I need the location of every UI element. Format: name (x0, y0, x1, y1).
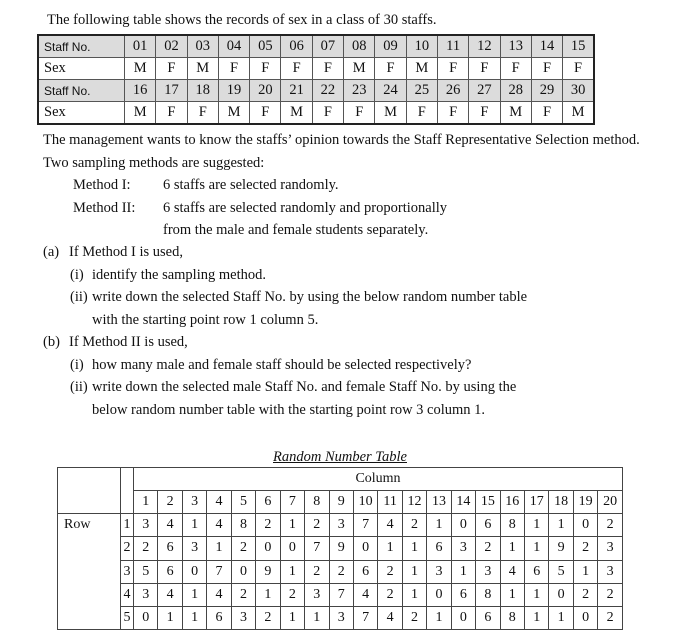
random-digit-cell: 4 (353, 583, 377, 606)
intro-text: The following table shows the records of sex in a class of 30 staffs. (47, 12, 437, 28)
random-digit-cell: 1 (525, 606, 549, 629)
part-a-i-text: identify the sampling method. (92, 267, 266, 283)
random-digit-cell: 6 (353, 560, 377, 583)
random-digit-cell: 1 (451, 560, 475, 583)
column-number: 17 (525, 491, 549, 514)
random-digit-cell: 7 (207, 560, 231, 583)
random-digit-cell: 7 (353, 514, 377, 537)
random-digit-cell: 2 (305, 560, 329, 583)
random-digit-cell: 7 (353, 606, 377, 629)
staff-sex-table (37, 34, 595, 125)
random-digit-cell: 1 (525, 537, 549, 560)
random-digit-cell: 4 (378, 606, 402, 629)
staff-no-cell: 13 (500, 35, 531, 58)
random-digit-cell: 5 (549, 560, 573, 583)
method-2-text-2: from the male and female students separately. (163, 222, 429, 238)
column-number: 20 (598, 491, 623, 514)
random-table-column-numbers (58, 491, 623, 514)
random-digit-cell: 9 (256, 560, 280, 583)
staff-no-cell: 07 (312, 35, 343, 58)
sex-cell: F (375, 58, 406, 80)
random-digit-cell: 1 (207, 537, 231, 560)
random-digit-cell: 4 (378, 514, 402, 537)
method-2-label: Method II: (73, 200, 136, 216)
staff-no-cell: 11 (437, 35, 468, 58)
column-number: 14 (451, 491, 475, 514)
random-digit-cell: 8 (231, 514, 255, 537)
random-table-row (58, 537, 623, 560)
column-number: 12 (402, 491, 426, 514)
random-digit-cell: 1 (182, 583, 206, 606)
sex-cell: M (406, 58, 437, 80)
sex-cell: M (344, 58, 375, 80)
staff-no-cell: 09 (375, 35, 406, 58)
staff-no-cell: 26 (437, 80, 468, 102)
staff-no-cell: 27 (469, 80, 500, 102)
random-digit-cell: 1 (280, 606, 304, 629)
random-digit-cell: 3 (329, 606, 353, 629)
staff-no-cell: 12 (469, 35, 500, 58)
random-table-row (58, 583, 623, 606)
staff-no-cell: 05 (250, 35, 281, 58)
random-table-row (58, 514, 623, 537)
random-digit-cell: 1 (549, 606, 573, 629)
random-digit-cell: 0 (231, 560, 255, 583)
staff-no-cell: 20 (250, 80, 281, 102)
method-1-text: 6 staffs are selected randomly. (163, 177, 339, 193)
random-digit-cell: 3 (134, 583, 158, 606)
part-b-i-text: how many male and female staff should be selected respectively? (92, 357, 472, 373)
sex-cell: M (375, 102, 406, 125)
random-digit-cell: 2 (280, 583, 304, 606)
column-header: Column (134, 468, 623, 491)
staff-no-cell: 18 (187, 80, 218, 102)
sex-row-2 (38, 102, 594, 125)
random-digit-cell: 3 (427, 560, 451, 583)
random-digit-cell: 2 (402, 606, 426, 629)
column-number: 13 (427, 491, 451, 514)
random-table-row (58, 606, 623, 629)
random-digit-cell: 3 (451, 537, 475, 560)
random-digit-cell: 2 (476, 537, 500, 560)
random-digit-cell: 2 (256, 606, 280, 629)
sex-cell: M (218, 102, 249, 125)
sex-cell: F (281, 58, 312, 80)
staff-no-cell: 01 (125, 35, 156, 58)
random-digit-cell: 2 (402, 514, 426, 537)
staff-no-cell: 02 (156, 35, 187, 58)
random-digit-cell: 7 (305, 537, 329, 560)
random-digit-cell: 1 (427, 606, 451, 629)
random-digit-cell: 1 (280, 560, 304, 583)
staff-no-cell: 30 (563, 80, 594, 102)
random-digit-cell: 4 (500, 560, 524, 583)
staff-no-cell: 28 (500, 80, 531, 102)
random-digit-cell: 0 (451, 606, 475, 629)
random-digit-cell: 1 (500, 583, 524, 606)
staff-no-row-2 (38, 80, 594, 102)
column-number: 3 (182, 491, 206, 514)
random-digit-cell: 0 (451, 514, 475, 537)
random-digit-cell: 4 (158, 514, 182, 537)
part-b-label: (b) (43, 334, 60, 350)
random-digit-cell: 2 (231, 537, 255, 560)
random-digit-cell: 1 (305, 606, 329, 629)
random-digit-cell: 9 (549, 537, 573, 560)
sex-cell: F (469, 102, 500, 125)
part-a-ii-label: (ii) (70, 289, 88, 305)
random-table-title: Random Number Table (273, 449, 407, 465)
random-digit-cell: 2 (573, 537, 597, 560)
random-digit-cell: 1 (378, 537, 402, 560)
column-number: 1 (134, 491, 158, 514)
column-number: 18 (549, 491, 573, 514)
staff-no-cell: 17 (156, 80, 187, 102)
random-digit-cell: 8 (500, 606, 524, 629)
random-table-body (58, 514, 623, 630)
corner-cell (58, 468, 121, 514)
random-digit-cell: 9 (329, 537, 353, 560)
row-number: 1 (121, 514, 134, 537)
sex-cell: M (281, 102, 312, 125)
random-digit-cell: 5 (134, 560, 158, 583)
column-number: 15 (476, 491, 500, 514)
sex-row-1 (38, 58, 594, 80)
random-digit-cell: 6 (427, 537, 451, 560)
random-digit-cell: 0 (134, 606, 158, 629)
column-number: 10 (353, 491, 377, 514)
random-digit-cell: 1 (573, 560, 597, 583)
random-digit-cell: 1 (525, 583, 549, 606)
sex-cell: M (187, 58, 218, 80)
random-digit-cell: 2 (256, 514, 280, 537)
sex-cell: F (500, 58, 531, 80)
random-digit-cell: 1 (280, 514, 304, 537)
staff-no-header: Staff No. (38, 35, 125, 58)
random-digit-cell: 0 (573, 514, 597, 537)
random-digit-cell: 0 (256, 537, 280, 560)
random-digit-cell: 6 (158, 560, 182, 583)
method-1-label: Method I: (73, 177, 131, 193)
method-2-text-1: 6 staffs are selected randomly and proportionally (163, 200, 448, 216)
row-label: Row (58, 514, 121, 630)
random-digit-cell: 2 (329, 560, 353, 583)
sex-cell: F (437, 102, 468, 125)
random-digit-cell: 1 (402, 583, 426, 606)
row-number: 3 (121, 560, 134, 583)
part-b-ii-label: (ii) (70, 379, 88, 395)
random-digit-cell: 1 (256, 583, 280, 606)
random-digit-cell: 2 (305, 514, 329, 537)
column-number: 7 (280, 491, 304, 514)
sex-cell: F (406, 102, 437, 125)
part-a-label: (a) (43, 244, 60, 260)
sex-cell: M (125, 58, 156, 80)
staff-no-cell: 23 (344, 80, 375, 102)
staff-no-cell: 15 (563, 35, 594, 58)
random-digit-cell: 6 (451, 583, 475, 606)
part-a-ii-text-1: write down the selected Staff No. by using the below random number table (92, 289, 528, 305)
random-digit-cell: 0 (549, 583, 573, 606)
random-digit-cell: 2 (598, 606, 623, 629)
part-a-text: If Method I is used, (69, 244, 183, 260)
random-digit-cell: 4 (207, 514, 231, 537)
sex-header: Sex (38, 58, 125, 80)
sex-cell: F (312, 102, 343, 125)
staff-no-cell: 24 (375, 80, 406, 102)
random-table-column-title-row (58, 468, 623, 491)
random-digit-cell: 2 (598, 583, 623, 606)
random-digit-cell: 8 (500, 514, 524, 537)
random-digit-cell: 0 (427, 583, 451, 606)
random-digit-cell: 2 (231, 583, 255, 606)
random-digit-cell: 1 (182, 514, 206, 537)
random-digit-cell: 6 (158, 537, 182, 560)
random-digit-cell: 3 (182, 537, 206, 560)
management-text-2: Two sampling methods are suggested: (43, 155, 265, 171)
sex-cell: M (500, 102, 531, 125)
random-digit-cell: 1 (402, 537, 426, 560)
part-a-i-label: (i) (70, 267, 84, 283)
random-digit-cell: 3 (598, 537, 623, 560)
column-number: 6 (256, 491, 280, 514)
column-number: 8 (305, 491, 329, 514)
column-number: 16 (500, 491, 524, 514)
staff-no-cell: 08 (344, 35, 375, 58)
random-digit-cell: 6 (207, 606, 231, 629)
staff-no-cell: 06 (281, 35, 312, 58)
part-b-ii-text-2: below random number table with the starting point row 3 column 1. (92, 402, 486, 418)
random-digit-cell: 6 (525, 560, 549, 583)
random-digit-cell: 2 (598, 514, 623, 537)
random-digit-cell: 2 (573, 583, 597, 606)
corner-cell-2 (121, 468, 134, 514)
random-digit-cell: 1 (402, 560, 426, 583)
random-number-table (57, 467, 623, 630)
random-digit-cell: 1 (427, 514, 451, 537)
column-number: 5 (231, 491, 255, 514)
sex-cell: F (531, 102, 562, 125)
random-digit-cell: 0 (280, 537, 304, 560)
random-digit-cell: 4 (207, 583, 231, 606)
sex-cell: F (156, 102, 187, 125)
sex-cell: F (531, 58, 562, 80)
sex-cell: M (563, 102, 594, 125)
staff-no-cell: 29 (531, 80, 562, 102)
random-digit-cell: 3 (231, 606, 255, 629)
random-digit-cell: 7 (329, 583, 353, 606)
random-digit-cell: 0 (182, 560, 206, 583)
random-digit-cell: 1 (182, 606, 206, 629)
random-digit-cell: 6 (476, 514, 500, 537)
part-b-text: If Method II is used, (69, 334, 188, 350)
random-digit-cell: 1 (158, 606, 182, 629)
row-number: 2 (121, 537, 134, 560)
random-digit-cell: 0 (573, 606, 597, 629)
sex-cell: F (344, 102, 375, 125)
sex-cell: F (250, 102, 281, 125)
staff-no-cell: 19 (218, 80, 249, 102)
random-digit-cell: 2 (378, 560, 402, 583)
row-number: 5 (121, 606, 134, 629)
staff-no-cell: 16 (125, 80, 156, 102)
staff-no-cell: 10 (406, 35, 437, 58)
staff-no-cell: 04 (218, 35, 249, 58)
sex-cell: F (563, 58, 594, 80)
random-digit-cell: 1 (549, 514, 573, 537)
sex-cell: F (187, 102, 218, 125)
random-digit-cell: 4 (158, 583, 182, 606)
staff-no-cell: 25 (406, 80, 437, 102)
column-number: 2 (158, 491, 182, 514)
random-digit-cell: 3 (305, 583, 329, 606)
random-digit-cell: 3 (476, 560, 500, 583)
random-digit-cell: 0 (353, 537, 377, 560)
staff-no-cell: 03 (187, 35, 218, 58)
sex-cell: F (312, 58, 343, 80)
random-digit-cell: 3 (134, 514, 158, 537)
random-digit-cell: 1 (500, 537, 524, 560)
sex-cell: F (218, 58, 249, 80)
column-number: 19 (573, 491, 597, 514)
sex-cell: F (469, 58, 500, 80)
random-digit-cell: 3 (598, 560, 623, 583)
part-b-i-label: (i) (70, 357, 84, 373)
column-number: 11 (378, 491, 402, 514)
column-number: 9 (329, 491, 353, 514)
sex-cell: M (125, 102, 156, 125)
sex-cell: F (437, 58, 468, 80)
staff-no-cell: 22 (312, 80, 343, 102)
random-table-row (58, 560, 623, 583)
staff-no-row-1 (38, 35, 594, 58)
staff-no-cell: 14 (531, 35, 562, 58)
management-text-1: The management wants to know the staffs’ opinion towards the Staff Representative Selection method. (43, 132, 640, 148)
staff-no-header: Staff No. (38, 80, 125, 102)
random-digit-cell: 8 (476, 583, 500, 606)
random-digit-cell: 1 (525, 514, 549, 537)
random-digit-cell: 3 (329, 514, 353, 537)
random-digit-cell: 2 (378, 583, 402, 606)
random-digit-cell: 6 (476, 606, 500, 629)
staff-no-cell: 21 (281, 80, 312, 102)
sex-header: Sex (38, 102, 125, 125)
random-digit-cell: 2 (134, 537, 158, 560)
row-number: 4 (121, 583, 134, 606)
part-b-ii-text-1: write down the selected male Staff No. and female Staff No. by using the (92, 379, 517, 395)
column-number: 4 (207, 491, 231, 514)
sex-cell: F (156, 58, 187, 80)
sex-cell: F (250, 58, 281, 80)
part-a-ii-text-2: with the starting point row 1 column 5. (92, 312, 319, 328)
